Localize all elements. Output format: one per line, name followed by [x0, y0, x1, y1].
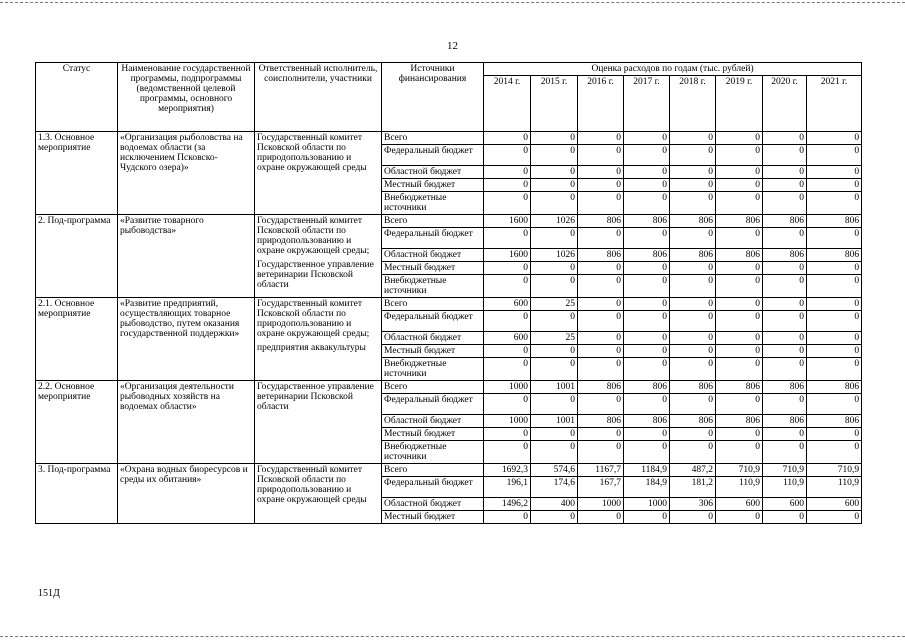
funding-source: Всего	[382, 132, 484, 145]
funding-source: Местный бюджет	[382, 262, 484, 275]
expense-value: 0	[716, 145, 763, 166]
expense-value: 0	[807, 179, 862, 192]
expense-value: 0	[670, 298, 716, 311]
expense-value: 0	[531, 132, 578, 145]
executor-primary: Государственный комитет Псковской области по природопользованию и охране окружающей среды;	[257, 216, 370, 256]
expense-value: 0	[807, 394, 862, 415]
expense-value: 0	[578, 166, 624, 179]
expense-value: 0	[578, 441, 624, 464]
expense-value: 0	[716, 511, 763, 524]
expense-value: 0	[763, 192, 807, 215]
expense-value: 0	[624, 262, 670, 275]
expense-value: 0	[763, 311, 807, 332]
header-name: Наименование государственной программы, подпрограммы (ведомственной целевой программы, основного мероприятия)	[118, 63, 255, 132]
funding-source: Внебюджетные источники	[382, 441, 484, 464]
document-code: 151Д	[38, 588, 60, 599]
expense-value: 0	[716, 192, 763, 215]
funding-source: Областной бюджет	[382, 332, 484, 345]
table-row	[36, 464, 862, 477]
expense-value: 1000	[484, 381, 531, 394]
expense-value: 184,9	[624, 477, 670, 498]
expense-value: 1184,9	[624, 464, 670, 477]
expense-value: 0	[624, 132, 670, 145]
expense-value: 0	[716, 298, 763, 311]
expense-value: 806	[578, 415, 624, 428]
expense-value: 1026	[531, 249, 578, 262]
expense-value: 0	[670, 179, 716, 192]
expense-value: 0	[763, 262, 807, 275]
expense-value: 0	[716, 275, 763, 298]
expense-value: 0	[670, 311, 716, 332]
expense-value: 0	[763, 511, 807, 524]
expense-value: 0	[484, 166, 531, 179]
expense-value: 1496,2	[484, 498, 531, 511]
header-executor: Ответственный исполнитель, соисполнители, участники	[255, 63, 382, 132]
expense-value: 0	[716, 332, 763, 345]
expense-value: 806	[624, 215, 670, 228]
expense-value: 806	[624, 381, 670, 394]
expense-value: 0	[716, 345, 763, 358]
expense-value: 0	[807, 332, 862, 345]
expense-value: 0	[807, 441, 862, 464]
expense-value: 0	[624, 166, 670, 179]
expense-value: 0	[763, 179, 807, 192]
expense-value: 0	[484, 132, 531, 145]
expense-value: 1692,3	[484, 464, 531, 477]
expense-value: 0	[484, 192, 531, 215]
program-name: «Организация деятельности рыбоводных хозяйств на водоемах области»	[118, 381, 255, 464]
executor-primary: Государственный комитет Псковской области по природопользованию и охране окружающей среды;	[257, 299, 370, 339]
expense-value: 0	[624, 332, 670, 345]
expense-value: 1600	[484, 215, 531, 228]
expense-value: 110,9	[763, 477, 807, 498]
expense-value: 0	[624, 511, 670, 524]
expense-value: 0	[670, 166, 716, 179]
expense-value: 0	[624, 428, 670, 441]
expense-value: 0	[531, 179, 578, 192]
executor-primary: Государственное управление ветеринарии Псковской области	[257, 382, 374, 412]
expense-value: 1000	[484, 415, 531, 428]
table-row	[36, 298, 862, 311]
expense-value: 0	[670, 428, 716, 441]
expense-value: 0	[763, 228, 807, 249]
expense-value: 806	[716, 249, 763, 262]
funding-source: Всего	[382, 298, 484, 311]
expense-value: 1167,7	[578, 464, 624, 477]
expense-value: 0	[624, 192, 670, 215]
expense-value: 0	[578, 394, 624, 415]
expense-value: 0	[763, 166, 807, 179]
program-status: 2. Под-программа	[36, 215, 118, 298]
expense-value: 0	[670, 228, 716, 249]
expense-value: 0	[531, 145, 578, 166]
expense-value: 0	[716, 228, 763, 249]
expense-value: 0	[670, 358, 716, 381]
expense-value: 0	[624, 441, 670, 464]
funding-source: Внебюджетные источники	[382, 358, 484, 381]
expense-value: 0	[716, 179, 763, 192]
expense-value: 0	[531, 275, 578, 298]
header-year: 2015 г.	[531, 76, 578, 132]
expense-value: 0	[578, 262, 624, 275]
expense-value: 0	[807, 262, 862, 275]
table-row	[36, 132, 862, 145]
funding-source: Областной бюджет	[382, 166, 484, 179]
expense-value: 600	[716, 498, 763, 511]
expense-value: 0	[624, 394, 670, 415]
expense-value: 306	[670, 498, 716, 511]
funding-source: Федеральный бюджет	[382, 145, 484, 166]
expense-value: 0	[578, 179, 624, 192]
expense-value: 600	[484, 332, 531, 345]
expense-value: 0	[624, 358, 670, 381]
funding-source: Федеральный бюджет	[382, 311, 484, 332]
expense-value: 806	[670, 215, 716, 228]
expense-value: 0	[807, 228, 862, 249]
expense-value: 0	[484, 441, 531, 464]
program-executor	[255, 381, 382, 464]
expense-value: 0	[484, 358, 531, 381]
expense-value: 0	[578, 358, 624, 381]
table-row	[36, 381, 862, 394]
funding-source: Внебюджетные источники	[382, 192, 484, 215]
funding-source: Всего	[382, 215, 484, 228]
expense-value: 0	[531, 345, 578, 358]
expense-value: 0	[484, 428, 531, 441]
expense-value: 0	[531, 192, 578, 215]
expense-value: 0	[578, 192, 624, 215]
expense-value: 710,9	[763, 464, 807, 477]
funding-source: Местный бюджет	[382, 345, 484, 358]
expense-value: 400	[531, 498, 578, 511]
program-executor	[255, 464, 382, 524]
expense-value: 0	[578, 311, 624, 332]
funding-source: Областной бюджет	[382, 415, 484, 428]
header-sources: Источники финансирования	[382, 63, 484, 132]
expense-value: 0	[624, 228, 670, 249]
expense-value: 0	[807, 428, 862, 441]
expense-value: 0	[670, 345, 716, 358]
funding-source: Местный бюджет	[382, 428, 484, 441]
expense-value: 0	[578, 428, 624, 441]
expense-value: 1600	[484, 249, 531, 262]
expense-value: 196,1	[484, 477, 531, 498]
expense-value: 0	[624, 145, 670, 166]
expense-value: 806	[763, 249, 807, 262]
expense-value: 600	[763, 498, 807, 511]
program-name: «Организация рыболовства на водоемах области (за исключением Псковско-Чудского озера)»	[118, 132, 255, 215]
expense-value: 806	[763, 415, 807, 428]
expense-value: 0	[763, 428, 807, 441]
funding-source: Всего	[382, 381, 484, 394]
program-executor	[255, 215, 382, 298]
expense-value: 1000	[578, 498, 624, 511]
expense-value: 0	[578, 332, 624, 345]
expense-value: 806	[716, 415, 763, 428]
executor-primary: Государственный комитет Псковской области по природопользованию и охране окружающей среды	[257, 465, 367, 505]
expense-value: 0	[670, 145, 716, 166]
header-status: Статус	[36, 63, 118, 132]
expense-value: 0	[578, 345, 624, 358]
expense-value: 710,9	[807, 464, 862, 477]
expense-value: 0	[484, 262, 531, 275]
header-year: 2021 г.	[807, 76, 862, 132]
expense-value: 806	[807, 381, 862, 394]
expense-value: 0	[484, 228, 531, 249]
expense-value: 174,6	[531, 477, 578, 498]
expense-value: 1026	[531, 215, 578, 228]
budget-table	[35, 62, 862, 524]
funding-source: Областной бюджет	[382, 498, 484, 511]
expense-value: 806	[716, 381, 763, 394]
expense-value: 1001	[531, 381, 578, 394]
expense-value: 0	[484, 345, 531, 358]
expense-value: 181,2	[670, 477, 716, 498]
funding-source: Областной бюджет	[382, 249, 484, 262]
expense-value: 0	[484, 394, 531, 415]
expense-value: 0	[716, 358, 763, 381]
header-year: 2019 г.	[716, 76, 763, 132]
expense-value: 110,9	[716, 477, 763, 498]
expense-value: 1001	[531, 415, 578, 428]
expense-value: 0	[531, 441, 578, 464]
expense-value: 0	[484, 311, 531, 332]
funding-source: Всего	[382, 464, 484, 477]
expense-value: 0	[531, 511, 578, 524]
expense-value: 0	[763, 298, 807, 311]
expense-value: 600	[807, 498, 862, 511]
expense-value: 0	[484, 179, 531, 192]
expense-value: 0	[763, 394, 807, 415]
expense-value: 110,9	[807, 477, 862, 498]
program-status: 3. Под-программа	[36, 464, 118, 524]
expense-value: 0	[531, 166, 578, 179]
expense-value: 0	[763, 132, 807, 145]
expense-value: 710,9	[716, 464, 763, 477]
expense-value: 806	[763, 381, 807, 394]
expense-value: 0	[578, 511, 624, 524]
expense-value: 600	[484, 298, 531, 311]
executor-secondary: Государственное управление ветеринарии Псковской области	[257, 260, 374, 290]
expense-value: 0	[807, 145, 862, 166]
expense-value: 0	[670, 192, 716, 215]
funding-source: Местный бюджет	[382, 511, 484, 524]
expense-value: 806	[624, 249, 670, 262]
expense-value: 487,2	[670, 464, 716, 477]
expense-value: 0	[484, 511, 531, 524]
expense-value: 25	[531, 332, 578, 345]
expense-value: 806	[624, 415, 670, 428]
expense-value: 0	[578, 228, 624, 249]
expense-value: 0	[807, 132, 862, 145]
executor-secondary: предприятия аквакультуры	[257, 343, 366, 353]
expense-value: 0	[531, 358, 578, 381]
expense-value: 0	[716, 394, 763, 415]
expense-value: 0	[763, 358, 807, 381]
expense-value: 0	[670, 511, 716, 524]
program-executor	[255, 132, 382, 215]
expense-value: 806	[670, 415, 716, 428]
expense-value: 0	[807, 275, 862, 298]
expense-value: 0	[763, 275, 807, 298]
expense-value: 0	[807, 166, 862, 179]
expense-value: 0	[670, 275, 716, 298]
expense-value: 0	[763, 145, 807, 166]
expense-value: 0	[531, 311, 578, 332]
expense-value: 0	[624, 311, 670, 332]
expense-value: 0	[716, 132, 763, 145]
header-estimate: Оценка расходов по годам (тыс. рублей)	[484, 63, 862, 76]
funding-source: Федеральный бюджет	[382, 394, 484, 415]
expense-value: 0	[807, 345, 862, 358]
expense-value: 0	[578, 275, 624, 298]
header-year: 2014 г.	[484, 76, 531, 132]
expense-value: 0	[807, 311, 862, 332]
funding-source: Внебюджетные источники	[382, 275, 484, 298]
scan-edge-bottom	[0, 636, 905, 637]
header-year: 2020 г.	[763, 76, 807, 132]
header-year: 2016 г.	[578, 76, 624, 132]
expense-value: 0	[670, 132, 716, 145]
program-name: «Охрана водных биоресурсов и среды их обитания»	[118, 464, 255, 524]
expense-value: 0	[670, 262, 716, 275]
expense-value: 806	[578, 249, 624, 262]
expense-value: 0	[716, 166, 763, 179]
expense-value: 0	[531, 394, 578, 415]
scan-edge-top	[0, 2, 905, 3]
expense-value: 0	[716, 428, 763, 441]
expense-value: 0	[484, 145, 531, 166]
expense-value: 0	[763, 332, 807, 345]
expense-value: 1000	[624, 498, 670, 511]
expense-value: 0	[763, 441, 807, 464]
expense-value: 806	[807, 215, 862, 228]
expense-value: 0	[807, 511, 862, 524]
expense-value: 0	[763, 345, 807, 358]
executor-primary: Государственный комитет Псковской области по природопользованию и охране окружающей среды	[257, 133, 367, 173]
expense-value: 806	[578, 381, 624, 394]
expense-value: 0	[716, 441, 763, 464]
expense-value: 0	[624, 179, 670, 192]
expense-value: 0	[578, 298, 624, 311]
expense-value: 806	[578, 215, 624, 228]
program-status: 1.3. Основное мероприятие	[36, 132, 118, 215]
expense-value: 0	[807, 358, 862, 381]
expense-value: 0	[807, 192, 862, 215]
expense-value: 806	[716, 215, 763, 228]
funding-source: Местный бюджет	[382, 179, 484, 192]
program-name: «Развитие предприятий, осуществляющих товарное рыбоводство, путем оказания государственной поддержки»	[118, 298, 255, 381]
expense-value: 25	[531, 298, 578, 311]
expense-value: 806	[807, 415, 862, 428]
expense-value: 0	[578, 132, 624, 145]
expense-value: 0	[531, 428, 578, 441]
expense-value: 574,6	[531, 464, 578, 477]
expense-value: 0	[670, 394, 716, 415]
expense-value: 0	[624, 275, 670, 298]
funding-source: Федеральный бюджет	[382, 477, 484, 498]
expense-value: 0	[807, 298, 862, 311]
program-status: 2.2. Основное мероприятие	[36, 381, 118, 464]
program-status: 2.1. Основное мероприятие	[36, 298, 118, 381]
expense-value: 0	[716, 262, 763, 275]
expense-value: 167,7	[578, 477, 624, 498]
expense-value: 0	[670, 332, 716, 345]
header-year: 2018 г.	[670, 76, 716, 132]
table-row	[36, 215, 862, 228]
expense-value: 806	[670, 381, 716, 394]
program-executor	[255, 298, 382, 381]
expense-value: 0	[531, 262, 578, 275]
expense-value: 0	[624, 345, 670, 358]
program-name: «Развитие товарного рыбоводства»	[118, 215, 255, 298]
expense-value: 0	[716, 311, 763, 332]
expense-value: 0	[484, 275, 531, 298]
expense-value: 0	[624, 298, 670, 311]
expense-value: 806	[763, 215, 807, 228]
expense-value: 0	[531, 228, 578, 249]
page-number: 12	[447, 40, 458, 52]
header-year: 2017 г.	[624, 76, 670, 132]
expense-value: 806	[807, 249, 862, 262]
expense-value: 806	[670, 249, 716, 262]
expense-value: 0	[670, 441, 716, 464]
expense-value: 0	[578, 145, 624, 166]
funding-source: Федеральный бюджет	[382, 228, 484, 249]
